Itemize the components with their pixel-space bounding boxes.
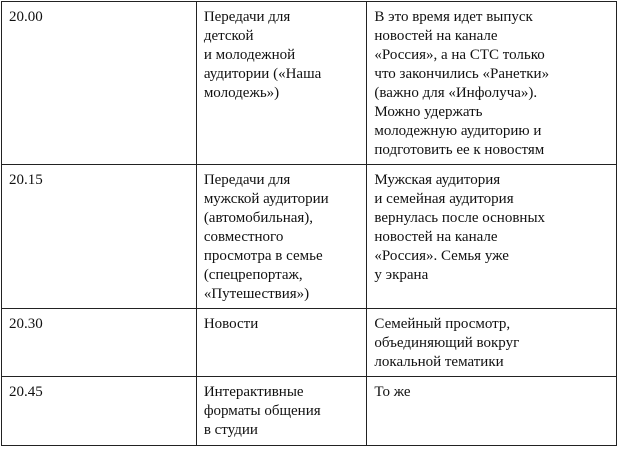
program-cell	[196, 377, 367, 446]
time-cell	[2, 377, 197, 446]
audience-comment: То же	[374, 384, 411, 400]
comment-cell	[367, 165, 617, 309]
program-cell	[196, 165, 367, 309]
table-row	[2, 165, 617, 309]
comment-cell	[367, 309, 617, 377]
broadcast-schedule-table	[1, 1, 617, 446]
program-description: Новости	[203, 316, 259, 332]
time-slot: 20.45	[9, 384, 43, 400]
comment-cell	[367, 2, 617, 165]
time-cell	[2, 309, 197, 377]
table-row	[2, 309, 617, 377]
program-description: Передачи для мужской аудитории (автомобильная), совместного просмотра в семье (спецрепортаж, «Путешествия»)	[203, 172, 329, 302]
time-slot: 20.30	[9, 316, 43, 332]
time-cell	[2, 165, 197, 309]
audience-comment: Семейный просмотр, объединяющий вокруг локальной тематики	[374, 316, 520, 370]
audience-comment: Мужская аудитория и семейная аудитория вернулась после основных новостей на канале «Россия». Семья уже у экрана	[374, 172, 546, 283]
table-row	[2, 2, 617, 165]
comment-cell	[367, 377, 617, 446]
program-description: Передачи для детской и молодежной аудитории («Наша молодежь»)	[203, 9, 322, 101]
audience-comment: В это время идет выпуск новостей на канале «Россия», а на СТС только что закончились «Ранетки» (важно для «Инфолуча»). Можно удержать молодежную аудиторию и подготовить ее к новостям	[374, 9, 550, 158]
time-slot: 20.15	[9, 172, 43, 188]
program-cell	[196, 2, 367, 165]
table-row	[2, 377, 617, 446]
time-cell	[2, 2, 197, 165]
program-description: Интерактивные форматы общения в студии	[203, 384, 321, 438]
program-cell	[196, 309, 367, 377]
time-slot: 20.00	[9, 9, 43, 25]
